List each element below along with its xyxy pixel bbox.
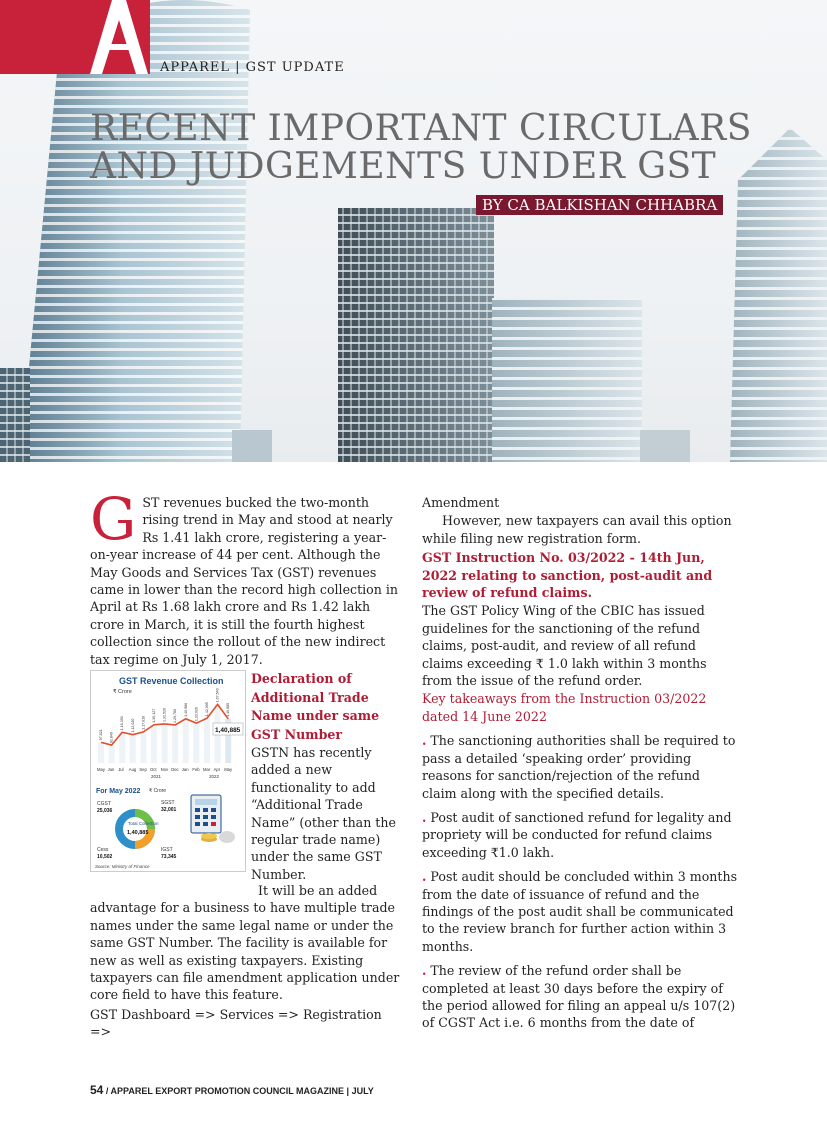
bar-value-label: 1,30,127 bbox=[152, 708, 156, 723]
month-label: Aug bbox=[128, 767, 137, 772]
section-kicker: APPAREL | GST UPDATE bbox=[160, 60, 345, 75]
calculator-icon bbox=[191, 795, 221, 833]
may-2022-label: For May 2022 bbox=[96, 788, 141, 795]
sgst-value: 32,001 bbox=[161, 807, 177, 813]
cont-rest: advantage for a business to have multiple trade names under the same legal name or under the same GST Number. The facility is available for new as well as existing taxpayers. Existing taxpayers can file amendment application under core field to have this feature. bbox=[90, 900, 400, 1003]
right-column bbox=[422, 494, 738, 1032]
bar-value-label: 1,33,026 bbox=[194, 707, 199, 722]
revenue-bars bbox=[98, 688, 231, 763]
accent-corner-block bbox=[0, 0, 150, 74]
dashboard-path: GST Dashboard => Services => Registration => bbox=[90, 1006, 382, 1040]
new-taxpayers-text: However, new taxpayers can avail this option while filing new registration form. bbox=[422, 513, 732, 546]
bar-value-label: 1,40,885 bbox=[226, 702, 231, 717]
amendment-text: Amendment bbox=[422, 495, 500, 510]
revenue-bar bbox=[204, 718, 210, 763]
intro-text: ST revenues bucked the two-month rising trend in May and stood at nearly Rs 1.41 lakh crore, registering a year-on-year increase of 44 per cent. Although the May Goods and Services Tax (GST) revenues came in lower than the record high collection in April at Rs 1.68 lakh crore and Rs 1.42 lakh crore in March, it is still the fourth highest collection since the rollout of the new indirect tax regime on July 1, 2017. bbox=[90, 495, 399, 667]
instruction-body: The GST Policy Wing of the CBIC has issued guidelines for the sanctioning of the refund claims, post-audit, and review of all refund claims exceeding ₹ 1.0 lakh within 3 months from the issue of the refund order. bbox=[422, 603, 707, 689]
drop-cap: G bbox=[90, 485, 137, 553]
cgst-value: 25,036 bbox=[97, 808, 113, 814]
intro-paragraph bbox=[90, 485, 404, 668]
revenue-bar bbox=[193, 723, 199, 763]
month-label: Oct bbox=[150, 767, 157, 772]
title-line-2: AND JUDGEMENTS UNDER GST bbox=[90, 146, 717, 187]
month-label: Jun bbox=[107, 767, 115, 772]
revenue-bar bbox=[119, 732, 125, 763]
total-collection-value: 1,40,885 bbox=[127, 830, 149, 836]
cess-label: Cess bbox=[97, 847, 109, 853]
may-unit: ₹ Crore bbox=[149, 788, 167, 794]
logo-a-letter-icon bbox=[0, 0, 150, 74]
bar-value-label: 1,29,780 bbox=[173, 708, 178, 723]
bullet-text: Post audit of sanctioned refund for legality and propriety will be conducted for refund claims exceeding ₹1.0 lakh. bbox=[422, 809, 732, 860]
year-2022-label: 2022 bbox=[209, 774, 220, 779]
revenue-bar bbox=[162, 724, 168, 763]
revenue-bar bbox=[98, 742, 104, 763]
month-label: Jul bbox=[118, 767, 124, 772]
bullet-item bbox=[422, 732, 738, 802]
intro-column bbox=[90, 485, 404, 668]
bar-value-label: 92,849 bbox=[109, 732, 114, 744]
author-byline: BY CA BALKISHAN CHHABRA bbox=[476, 195, 723, 215]
bar-value-label: 1,31,526 bbox=[162, 707, 167, 722]
bullet-mark: . bbox=[422, 733, 427, 749]
trade-name-paragraph bbox=[90, 882, 406, 1004]
month-label: Feb bbox=[192, 767, 200, 772]
month-label: Mar bbox=[203, 767, 211, 772]
bullet-mark: . bbox=[422, 963, 427, 979]
bullet-text: The review of the refund order shall be completed at least 30 days before the expiry of the period allowed for filing an appeal u/s 107(2) of CGST Act i.e. 6 months from the date of bbox=[422, 963, 736, 1031]
bar-value-label: 1,16,393 bbox=[120, 716, 125, 731]
cgst-label: CGST bbox=[97, 801, 111, 807]
month-label: May bbox=[224, 767, 233, 772]
revenue-bar bbox=[183, 719, 189, 763]
month-label: Jan bbox=[181, 767, 189, 772]
revenue-bar bbox=[109, 745, 115, 763]
bullet-text: Post audit should be concluded within 3 months from the date of issuance of refund and the findings of the post audit shall be communicated to the review branch for further action within 3 months. bbox=[422, 869, 738, 954]
month-label: Sep bbox=[139, 767, 147, 772]
trade-name-body: GSTN has recently added a new functionality to add “Additional Trade Name” (other than the regular trade name) under the same GST Number. bbox=[251, 745, 396, 882]
bullet-text: The sanctioning authorities shall be required to pass a detailed ‘speaking order’ providing reasons for sanction/rejection of the refund claim along with the specified details. bbox=[422, 733, 736, 801]
bullet-mark: . bbox=[422, 809, 427, 825]
trade-name-continued bbox=[90, 882, 406, 1041]
latest-value: 1,40,885 bbox=[215, 727, 241, 734]
bullet-item bbox=[422, 868, 738, 955]
figure-title: GST Revenue Collection bbox=[119, 676, 224, 686]
trade-name-heading: Declaration of Additional Trade Name under same GST Number bbox=[251, 671, 380, 742]
igst-value: 73,345 bbox=[161, 854, 177, 860]
revenue-bar bbox=[172, 725, 178, 763]
figure-unit: ₹ Crore bbox=[113, 689, 132, 695]
bar-value-label: 1,42,095 bbox=[205, 702, 209, 717]
month-label: Dec bbox=[171, 767, 179, 772]
bar-value-label: 97,821 bbox=[99, 729, 103, 741]
bar-value-label: 1,67,540 bbox=[215, 688, 220, 703]
year-2021-label: 2021 bbox=[151, 774, 162, 779]
bullet-mark: . bbox=[422, 869, 427, 885]
igst-label: IGST bbox=[161, 847, 173, 853]
bar-value-label: 1,40,986 bbox=[183, 702, 188, 717]
hero-image bbox=[0, 0, 827, 462]
bullet-item bbox=[422, 962, 738, 1032]
cont-first: It will be an added bbox=[258, 883, 378, 898]
gst-revenue-infographic bbox=[90, 670, 246, 872]
figure-source: Source: Ministry of Finance bbox=[95, 864, 150, 869]
month-label: Nov bbox=[160, 767, 169, 772]
bar-value-label: 1,17,010 bbox=[141, 715, 146, 730]
takeaways-heading: Key takeaways from the Instruction 03/2022 dated 14 June 2022 bbox=[422, 691, 707, 724]
month-label: May bbox=[97, 767, 105, 772]
bar-value-label: 1,12,020 bbox=[130, 718, 135, 733]
page-title bbox=[90, 110, 752, 186]
month-labels bbox=[97, 767, 233, 772]
revenue-bar bbox=[130, 735, 136, 763]
page-footer bbox=[90, 1083, 374, 1097]
title-line-1: RECENT IMPORTANT CIRCULARS bbox=[90, 108, 752, 149]
cess-value: 10,502 bbox=[97, 854, 113, 860]
gst-revenue-chart bbox=[91, 671, 245, 871]
page-number: 54 bbox=[90, 1083, 104, 1097]
total-collection-label: Total Collection bbox=[128, 821, 159, 826]
revenue-bar bbox=[151, 725, 157, 763]
footer-text: / APPAREL EXPORT PROMOTION COUNCIL MAGAZINE | JULY bbox=[105, 1086, 374, 1096]
bullet-item bbox=[422, 809, 738, 861]
instruction-heading: GST Instruction No. 03/2022 - 14th Jun, 2022 relating to sanction, post-audit and review of refund claims. bbox=[422, 550, 713, 601]
month-label: Apr bbox=[213, 767, 221, 772]
sgst-label: SGST bbox=[161, 800, 175, 806]
revenue-bar bbox=[140, 732, 146, 763]
